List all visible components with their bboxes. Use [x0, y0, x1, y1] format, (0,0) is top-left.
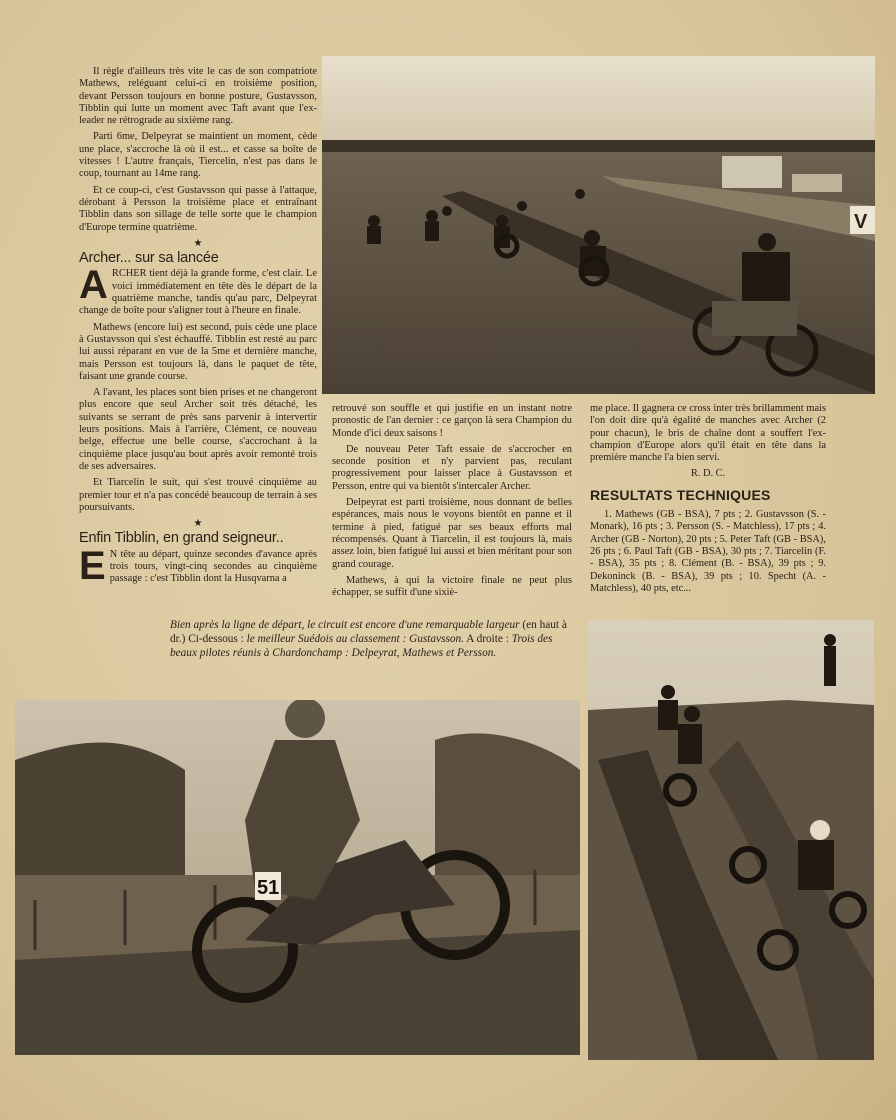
results-text: 1. Mathews (GB - BSA), 7 pts ; 2. Gustavsson (S. - Monark), 16 pts ; 3. Persson (S. - Matchless), 17 pts ; 4. Archer (GB - Norton), 20 pts ; 5. Peter Taft (GB - BSA), 26 pts ; 6. Paul Taft (GB - BSA), 30 pts ; 7. Tiarcelin (F. - BSA), 35 pts ; 8. Clément (B. - BSA), 39 pts ; 9. Dekoninck (B. - BSA), 39 pts ; 10. Specht (A. - Matchless), 40 pts, etc...	[590, 509, 826, 594]
paragraph: Delpeyrat est parti troisième, nous donnant de belles espérances, mais nous le voyons bientôt en panne et il termine à pied, fatigué par ses beaux efforts mal récompensés. Quant à Tiarcelin, il est toujours là, mais assez loin, bien fatigué lui aussi et bien méritant pour son grand courage.	[332, 497, 572, 570]
photo-three-riders	[588, 620, 874, 1060]
subheading-tibblin: Enfin Tibblin, en grand seigneur..	[79, 530, 284, 547]
article-column-2	[332, 403, 572, 603]
paragraph: E N tête au départ, quinze secondes d'avance après trois tours, vingt-cinq secondes au cinquième passage : c'est Tibblin dont la Husqvarna a	[79, 543, 317, 588]
drop-cap: E	[79, 543, 106, 588]
article-column-1	[79, 66, 317, 590]
banner-letter: V	[854, 211, 868, 233]
subheading-archer: Archer... sur sa lancée	[79, 250, 219, 267]
star-separator: ★	[193, 237, 203, 249]
paragraph: A l'avant, les places sont bien prises et ne changeront plus encore que seul Archer soit très détaché, les suivants se serrant de près sans parvenir à intervertir leurs positions. Mais à l'arrière, Clément, ce nouveau belge, effectue une belle course, s'accrochant à la cinquième place jusqu'au bout après avoir remonté trois de ses adversaires.	[79, 387, 317, 472]
paragraph: Mathews, à qui la victoire finale ne peut plus échapper, se suffit d'une sixiè-	[332, 574, 572, 599]
paragraph: De nouveau Peter Taft essaie de s'accrocher en seconde position et n'y parvient pas, reculant progressivement pour laisser place à Gustavsson et Persson, entre qui va bientôt s'intercaler Archer.	[332, 443, 572, 492]
paragraph: Et Tiarcelin le suit, qui s'est trouvé cinquième au premier tour et n'a pas concédé beaucoup de terrain à ses poursuivants.	[79, 477, 317, 513]
results-title: RESULTATS TECHNIQUES	[590, 486, 771, 503]
paragraph: ARCHER tient déjà la grande forme, c'est clair. Le voici immédiatement en tête dès le départ de la quatrième manche, tandis qu'au parc, Delpeyrat change de boîte pour s'aligner tout à l'heure en finale.	[79, 263, 317, 317]
photo-caption: Bien après la ligne de départ, le circuit est encore d'une remarquable largeur (en haut à dr.) Ci-dessous : le meilleur Suédois au classement : Gustavsson. A droite : Trois des beaux pilotes réunis à Chardonchamp : Delpeyrat, Mathews et Persson.	[170, 619, 567, 659]
paragraph: Et ce coup-ci, c'est Gustavsson qui passe à l'attaque, dérobant à Persson la troisième place et entraînant Tibblin dans son sillage de telle sorte que le champion d'Europe termine quatrième.	[79, 184, 317, 233]
paragraph: me place. Il gagnera ce cross inter très brillamment mais l'on doit dire qu'à égalité de manches avec Archer (2 pour chacun), le bris de chaîne dont a souffert l'ex-champion d'Europe alors qu'il était en tête dans la première manche l'a bien servi.	[590, 403, 826, 464]
photo-rider-gustavsson	[15, 700, 580, 1055]
rider-number: 51	[257, 877, 280, 899]
paragraph: retrouvé son souffle et qui justifie en un instant notre pronostic de l'an dernier : ce garçon là sera Champion du Monde d'ici deux saisons !	[332, 403, 572, 439]
drop-cap: A	[79, 263, 108, 308]
paragraph: Il règle d'ailleurs très vite le cas de son compatriote Mathews, reléguant celui-ci en troisième position, devant Persson toujours en bonne posture, Gustavsson, Tibblin qui lutte un moment avec Taft avant que l'ex-leader ne rétrograde au sixième rang.	[79, 66, 317, 127]
star-separator: ★	[193, 518, 203, 530]
paragraph: Mathews (encore lui) est second, puis cède une place à Gustavsson qui s'est échauffé. Tibblin est resté au parc lui aussi réparant en vue de la 5me et dernière manche, mais Persson est toujours là, dans le paquet de tête, faisant une grande course.	[79, 321, 317, 382]
paragraph: Parti 6me, Delpeyrat se maintient un moment, cède une place, s'accroche là où il est... et casse sa boîte de vitesses ! L'autre français, Tiercelin, n'est pas dans le coup, tournant au 14me rang.	[79, 131, 317, 180]
article-column-3	[590, 403, 826, 599]
author-signature: R. D. C.	[690, 468, 726, 480]
photo-circuit-wide	[322, 56, 875, 394]
